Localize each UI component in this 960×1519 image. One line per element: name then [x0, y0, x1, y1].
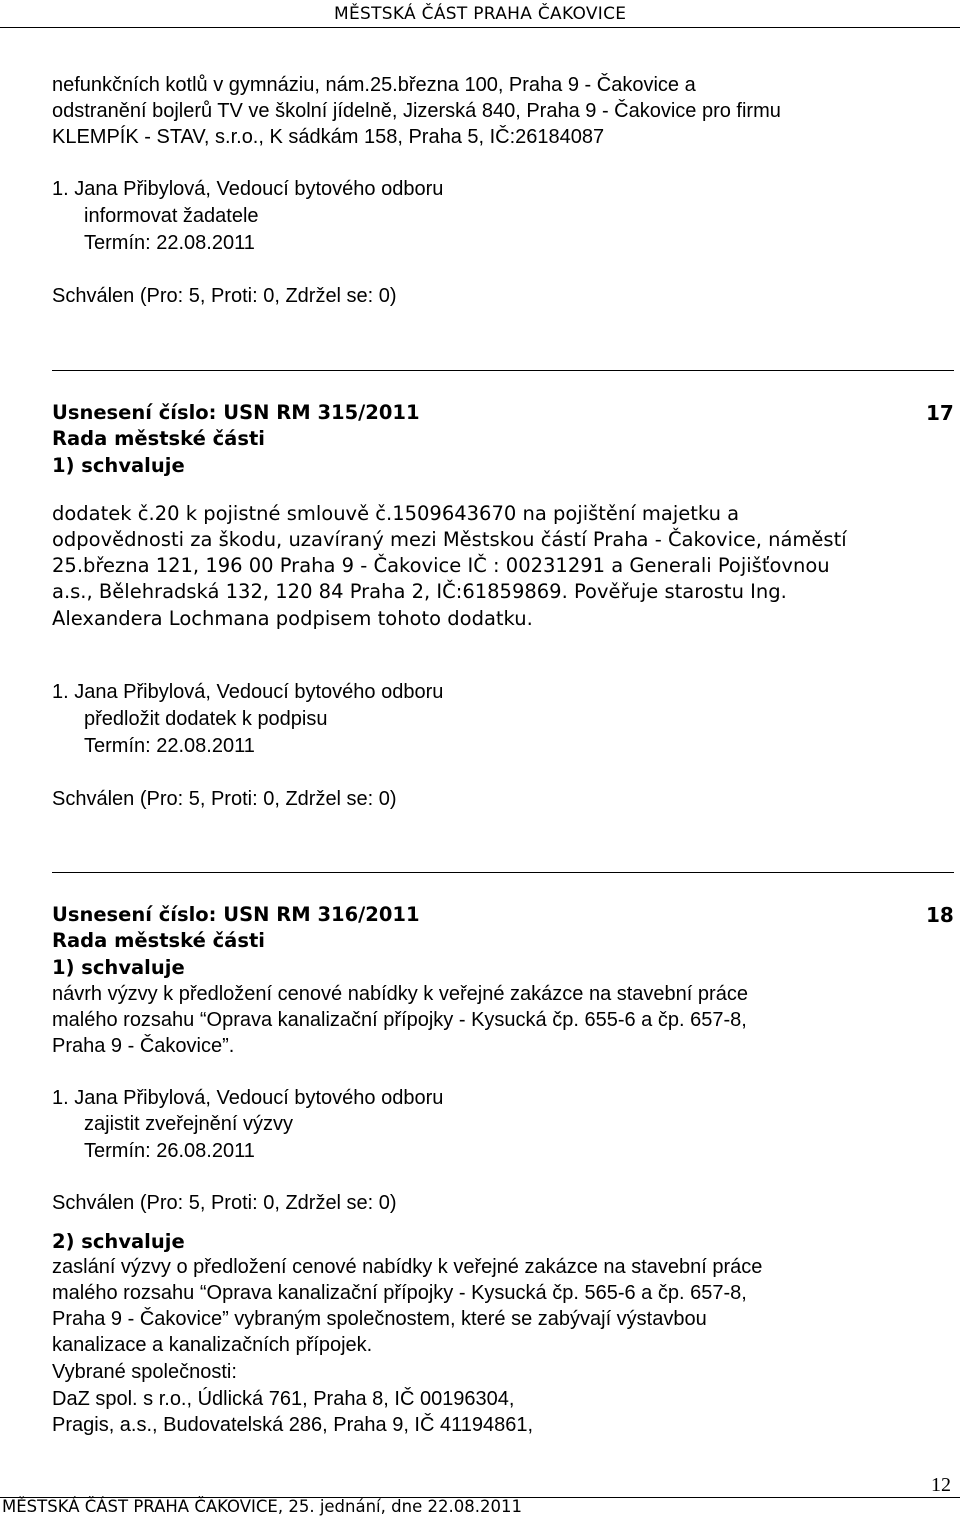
resolution-text-line: dodatek č.20 k pojistné smlouvě č.1509643670 na pojištění majetku a	[52, 502, 740, 525]
vote-result: Schválen (Pro: 5, Proti: 0, Zdržel se: 0)	[52, 285, 397, 307]
vote-result: Schválen (Pro: 5, Proti: 0, Zdržel se: 0)	[52, 788, 397, 810]
resolution-verb-2: 2) schvaluje	[52, 1230, 185, 1253]
resolution-number: 18	[926, 903, 954, 927]
page-footer: MĚSTSKÁ ČÁST PRAHA ČAKOVICE, 25. jednání, dne 22.08.2011	[2, 1497, 522, 1516]
resolution-text-line: návrh výzvy k předložení cenové nabídky k veřejné zakázce na stavební práce	[52, 983, 748, 1005]
resolution-verb: 1) schvaluje	[52, 454, 185, 477]
resolution-text-line: malého rozsahu “Oprava kanalizační přípojky - Kysucká čp. 565-6 a čp. 657-8,	[52, 1282, 747, 1304]
resolution-body: Rada městské části	[52, 929, 265, 952]
resolution-text-line: malého rozsahu “Oprava kanalizační přípojky - Kysucká čp. 655-6 a čp. 657-8,	[52, 1009, 747, 1031]
company-item: DaZ spol. s r.o., Údlická 761, Praha 8, IČ 00196304,	[52, 1388, 515, 1410]
resolution-number: 17	[926, 401, 954, 425]
company-item: Pragis, a.s., Budovatelská 286, Praha 9, IČ 41194861,	[52, 1414, 534, 1436]
resolution-text-line: 25.března 121, 196 00 Praha 9 - Čakovice IČ : 00231291 a Generali Pojišťovnou	[52, 554, 830, 577]
resolution-verb: 1) schvaluje	[52, 956, 185, 979]
task-action: informovat žadatele	[84, 205, 259, 227]
resolution-text-line: odpovědnosti za škodu, uzavíraný mezi Městskou částí Praha - Čakovice, náměstí	[52, 528, 847, 551]
header-rule	[0, 27, 960, 28]
task-deadline: Termín: 22.08.2011	[84, 232, 255, 254]
resolution-title: Usnesení číslo: USN RM 315/2011	[52, 401, 420, 424]
resolution-text-line: a.s., Bělehradská 132, 120 84 Praha 2, IČ:61859869. Pověřuje starostu Ing.	[52, 580, 787, 603]
section-rule	[52, 872, 954, 873]
section-rule	[52, 370, 954, 371]
task-assignee: 1. Jana Přibylová, Vedoucí bytového odboru	[52, 1087, 444, 1109]
intro-line: KLEMPÍK - STAV, s.r.o., K sádkám 158, Praha 5, IČ:26184087	[52, 126, 605, 148]
companies-label: Vybrané společnosti:	[52, 1361, 237, 1383]
page-number: 12	[931, 1474, 951, 1496]
task-action: zajistit zveřejnění výzvy	[84, 1113, 293, 1135]
resolution-text-line: Praha 9 - Čakovice” vybraným společnostem, které se zabývají výstavbou	[52, 1308, 707, 1330]
task-deadline: Termín: 22.08.2011	[84, 735, 255, 757]
vote-result: Schválen (Pro: 5, Proti: 0, Zdržel se: 0)	[52, 1192, 397, 1214]
task-assignee: 1. Jana Přibylová, Vedoucí bytového odboru	[52, 681, 444, 703]
resolution-text-line: Alexandera Lochmana podpisem tohoto dodatku.	[52, 607, 533, 630]
page-header: MĚSTSKÁ ČÁST PRAHA ČAKOVICE	[334, 4, 627, 24]
resolution-text-line: kanalizace a kanalizačních přípojek.	[52, 1334, 373, 1356]
task-deadline: Termín: 26.08.2011	[84, 1140, 255, 1162]
resolution-text-line: Praha 9 - Čakovice”.	[52, 1035, 235, 1057]
task-action: předložit dodatek k podpisu	[84, 708, 328, 730]
resolution-text-line: zaslání výzvy o předložení cenové nabídky k veřejné zakázce na stavební práce	[52, 1256, 763, 1278]
resolution-title: Usnesení číslo: USN RM 316/2011	[52, 903, 420, 926]
intro-line: nefunkčních kotlů v gymnáziu, nám.25.března 100, Praha 9 - Čakovice a	[52, 74, 696, 96]
resolution-body: Rada městské části	[52, 427, 265, 450]
intro-line: odstranění bojlerů TV ve školní jídelně, Jizerská 840, Praha 9 - Čakovice pro firmu	[52, 100, 781, 122]
task-assignee: 1. Jana Přibylová, Vedoucí bytového odboru	[52, 178, 444, 200]
